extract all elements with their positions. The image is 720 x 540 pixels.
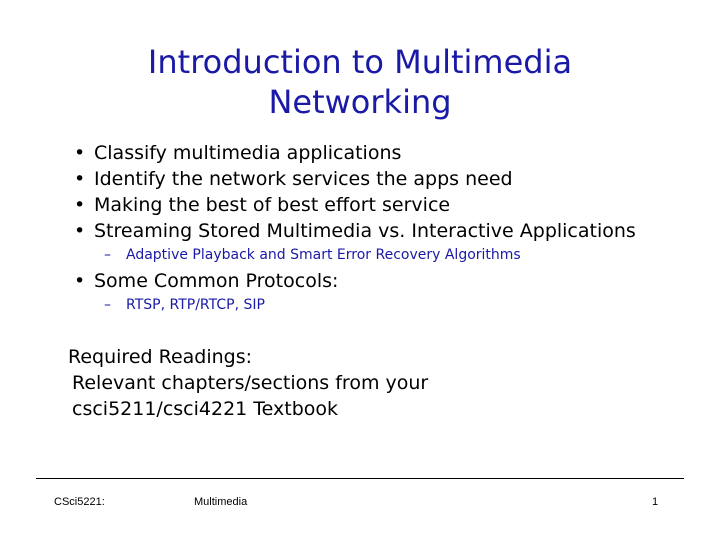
slide-title: Introduction to Multimedia Networking [147, 43, 573, 121]
spacer [68, 318, 668, 344]
sub-bullet-text: Adaptive Playback and Smart Error Recovery Algorithms [126, 247, 521, 263]
bullet-text: Making the best of best effort service [94, 194, 451, 216]
bullet-item [68, 268, 668, 294]
bullet-text: Some Common Protocols: [94, 270, 339, 292]
bullet-text: Classify multimedia applications [94, 142, 402, 164]
footer-topic: Multimedia [194, 496, 248, 508]
bullet-item [68, 140, 668, 166]
sub-bullet-text: RTSP, RTP/RTCP, SIP [126, 297, 265, 313]
footer-course: CSci5221: [54, 496, 105, 508]
readings-text: Relevant chapters/sections from your csci5211/csci4221 Textbook [72, 372, 429, 420]
sub-bullet-item [68, 244, 668, 266]
bullet-marker: • [74, 220, 86, 242]
bullet-item [68, 218, 668, 244]
bullet-item [68, 166, 668, 192]
bullet-text: Streaming Stored Multimedia vs. Interactive Applications [94, 220, 636, 242]
bullet-marker: • [74, 270, 86, 292]
bullet-text: Identify the network services the apps need [94, 168, 513, 190]
bullet-marker: • [74, 168, 86, 190]
readings-heading: Required Readings: [68, 346, 253, 368]
sub-bullet-marker: – [104, 297, 111, 313]
footer-divider [36, 478, 684, 479]
page-number: 1 [652, 496, 659, 508]
sub-bullet-item [68, 294, 668, 316]
sub-bullet-marker: – [104, 247, 111, 263]
bullet-item [68, 192, 668, 218]
slide-body [68, 140, 668, 422]
bullet-marker: • [74, 194, 86, 216]
bullet-marker: • [74, 142, 86, 164]
